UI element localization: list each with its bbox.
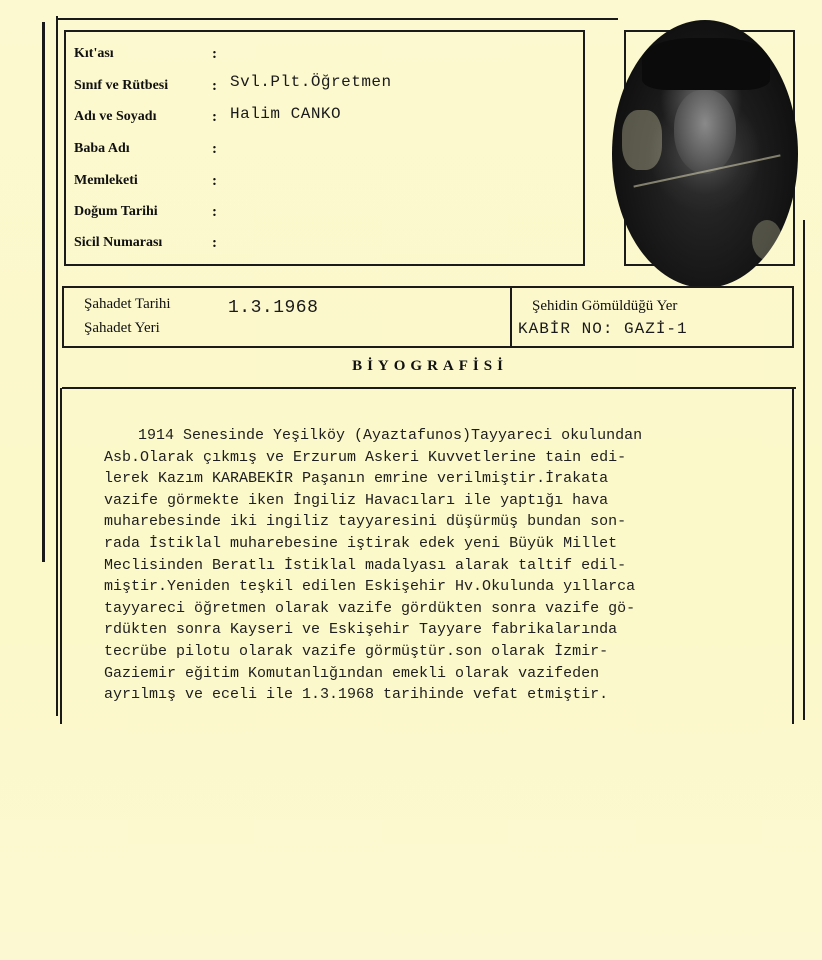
biography-line: vazife görmekte iken İngiliz Havacıları ile yaptığı hava [104, 491, 609, 509]
field-colon-name: : [212, 109, 217, 125]
field-label-unit: Kıt'ası [74, 46, 114, 61]
field-label-rank: Sınıf ve Rütbesi [74, 78, 169, 93]
biography-line: lerek Kazım KARABEKİR Paşanın emrine verilmiştir.İrakata [104, 470, 609, 488]
biography-line: tayyareci öğretmen olarak vazife gördükten sonra vazife gö- [104, 599, 636, 617]
field-colon-hometown: : [212, 173, 217, 189]
biography-line: Gaziemir eğitim Komutanlığından emekli olarak vazifeden [104, 664, 600, 682]
field-colon-birth-date: : [212, 204, 217, 220]
martyrdom-place-label: Şahadet Yeri [84, 320, 160, 336]
personal-info-box [64, 30, 585, 266]
burial-place-value: KABİR NO: GAZİ-1 [518, 320, 688, 338]
biography-rule [62, 387, 796, 389]
photo-damage [622, 110, 662, 170]
field-colon-rank: : [212, 78, 217, 94]
burial-place-label: Şehidin Gömüldüğü Yer [532, 298, 678, 314]
right-frame-line [803, 220, 805, 720]
biography-line: tecrübe pilotu olarak vazife görmüştür.son olarak İzmir- [104, 642, 609, 660]
biography-line: Meclisinden Beratlı İstiklal madalyası alarak taltif edil- [104, 556, 627, 574]
inner-left-frame-line [56, 16, 58, 716]
portrait-photo-icon [612, 20, 798, 288]
biography-line: 1914 Senesinde Yeşilköy (Ayaztafunos)Tayyareci okulundan [138, 427, 643, 444]
martyrdom-date-value: 1.3.1968 [228, 298, 319, 318]
field-label-father-name: Baba Adı [74, 141, 130, 156]
photo-damage [752, 220, 782, 260]
biography-line: ayrılmış ve eceli ile 1.3.1968 tarihinde vefat etmiştir. [104, 686, 609, 704]
field-label-birth-date: Doğum Tarihi [74, 204, 158, 219]
biography-line: rada İstiklal muharebesine iştirak edek yeni Büyük Millet [104, 534, 618, 552]
biography-line: miştir.Yeniden teşkil edilen Eskişehir Hv.Okulunda yıllarca [104, 578, 636, 596]
martyrdom-date-label: Şahadet Tarihi [84, 296, 171, 312]
biography-heading: BİYOGRAFİSİ [352, 358, 508, 374]
biography-left-border [60, 388, 62, 724]
field-colon-unit: : [212, 46, 217, 62]
biography-text [104, 425, 782, 706]
field-value-rank: Svl.Plt.Öğretmen [230, 73, 392, 91]
martyrdom-info-box [62, 286, 794, 348]
field-label-registry-number: Sicil Numarası [74, 235, 163, 250]
portrait-hat [642, 38, 770, 90]
biography-line: rdükten sonra Kayseri ve Eskişehir Tayyare fabrikalarında [104, 621, 618, 639]
martyrdom-divider [510, 288, 512, 346]
biography-line: muharebesinde iki ingiliz tayyaresini düşürmüş bundan son- [104, 513, 627, 531]
top-frame-line [58, 18, 618, 20]
biography-line: Asb.Olarak çıkmış ve Erzurum Askeri Kuvvetlerine tain edi- [104, 448, 627, 466]
field-label-hometown: Memleketi [74, 173, 138, 188]
biography-right-border [792, 388, 794, 724]
field-label-name: Adı ve Soyadı [74, 109, 157, 124]
field-colon-father-name: : [212, 141, 217, 157]
field-value-name: Halim CANKO [230, 105, 342, 123]
portrait-face [674, 90, 736, 174]
field-colon-registry-number: : [212, 235, 217, 251]
left-frame-line [42, 22, 45, 562]
